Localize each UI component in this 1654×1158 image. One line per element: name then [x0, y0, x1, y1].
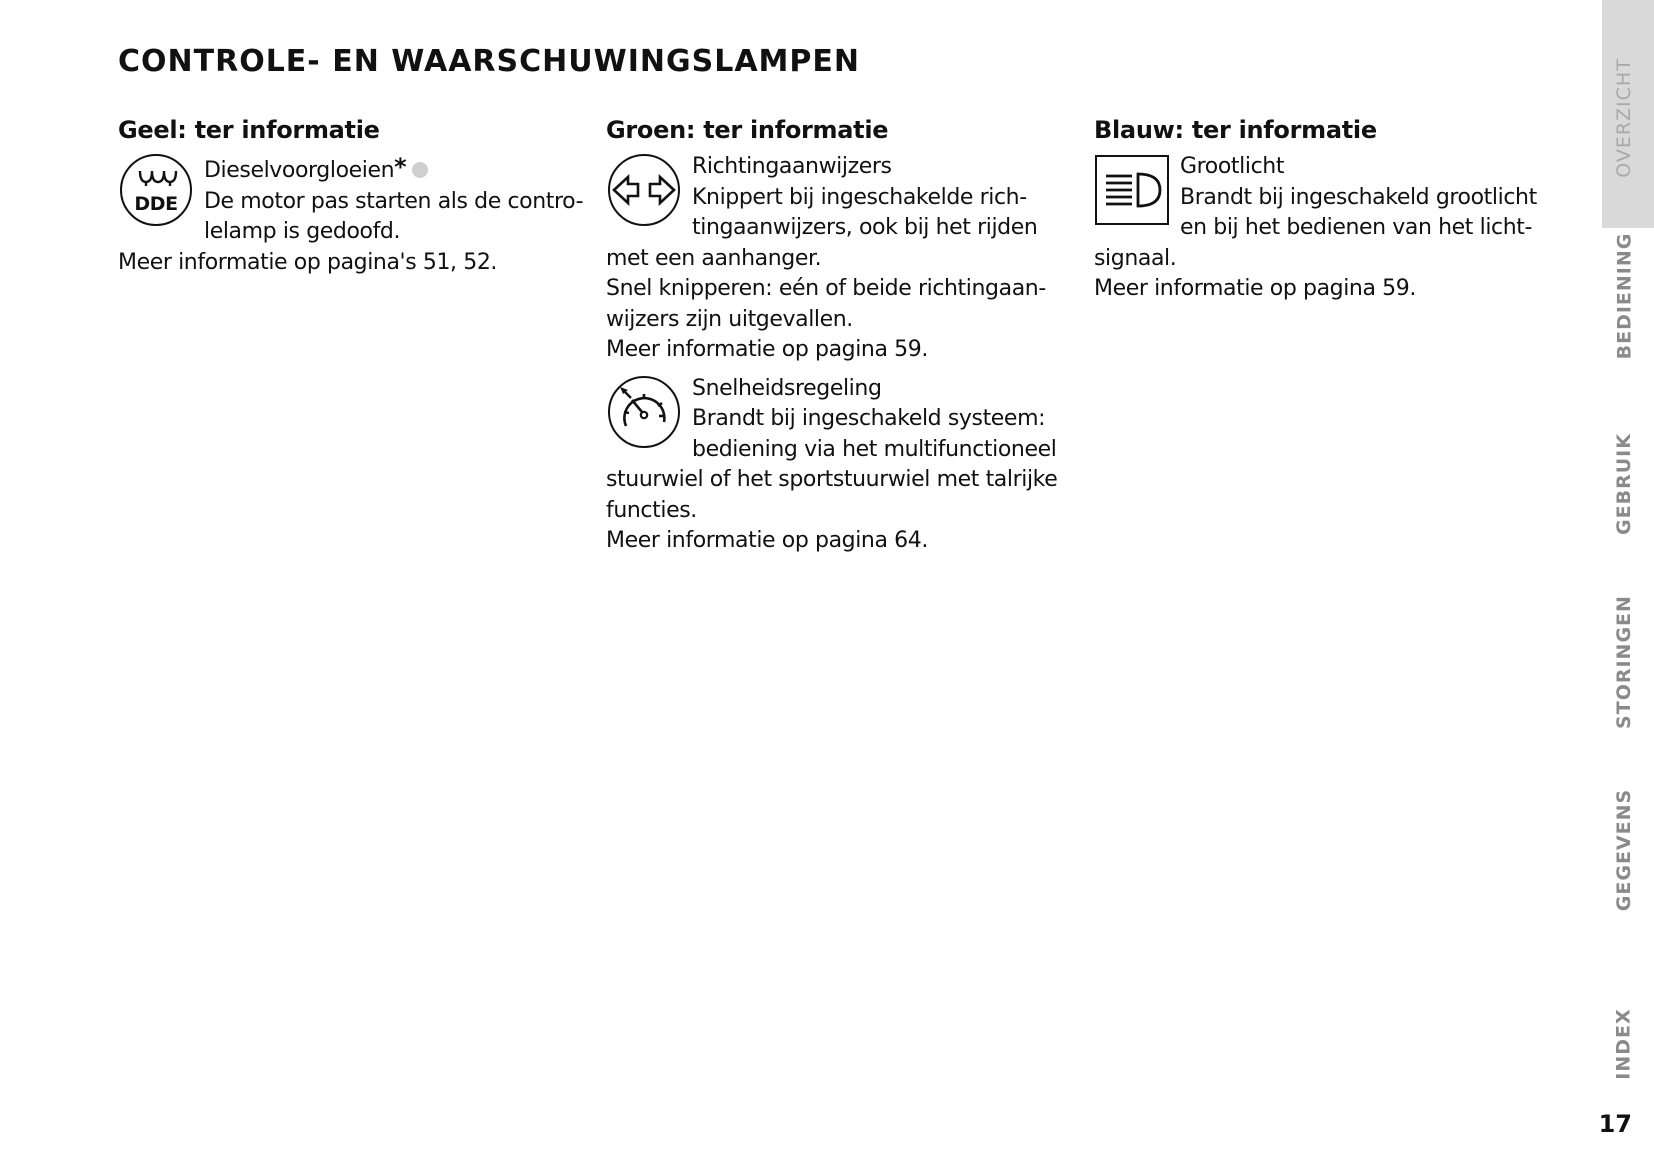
turn-signal-arrows-icon	[606, 152, 682, 228]
entry-diesel-preheat	[118, 152, 588, 278]
entry-text-line: lelamp is gedoofd.	[204, 219, 401, 244]
section-thumb-index	[1574, 0, 1654, 1158]
column-heading: Geel: ter informatie	[118, 116, 380, 144]
page-title: CONTROLE- EN WAARSCHUWINGSLAMPEN	[118, 44, 860, 79]
status-dot-icon	[412, 162, 428, 178]
high-beam-headlight-icon	[1094, 152, 1170, 228]
page-number: 17	[1598, 1110, 1632, 1138]
tab-gegevens[interactable]: GEGEVENS	[1613, 788, 1636, 912]
entry-text-line: wijzers zijn uitgevallen.	[606, 306, 853, 332]
column-blue	[1094, 116, 1564, 305]
entry-title: Richtingaanwijzers	[692, 154, 892, 179]
column-yellow	[118, 116, 588, 278]
entry-turn-signals	[606, 152, 1076, 366]
entry-text-line: signaal.	[1094, 245, 1177, 271]
entry-reference: Meer informatie op pagina 59.	[1094, 276, 1416, 301]
entry-reference: Meer informatie op pagina 59.	[606, 337, 928, 362]
entry-title: Snelheidsregeling	[692, 375, 882, 401]
entry-cruise-control	[606, 374, 1076, 557]
entry-text-line: bediening via het multifunctioneel	[692, 436, 1057, 462]
cruise-control-speedometer-icon	[606, 374, 682, 450]
column-heading: Blauw: ter informatie	[1094, 116, 1377, 144]
column-heading: Groen: ter informatie	[606, 116, 889, 144]
column-green	[606, 116, 1076, 557]
entry-title: Dieselvoorgloeien	[204, 158, 395, 183]
tab-overzicht[interactable]: OVERZICHT	[1613, 58, 1636, 178]
entry-title: Grootlicht	[1180, 154, 1285, 179]
tab-gebruik[interactable]: GEBRUIK	[1613, 433, 1636, 535]
entry-text-line: tingaanwijzers, ook bij het rijden	[692, 215, 1038, 240]
entry-reference: Meer informatie op pagina 64.	[606, 528, 928, 553]
entry-high-beam	[1094, 152, 1564, 305]
diesel-preheat-dde-icon	[118, 152, 194, 228]
entry-text-line: stuurwiel of het sportstuurwiel met talrijke	[606, 467, 1058, 492]
entry-text-line: met een aanhanger.	[606, 245, 822, 271]
tab-bediening[interactable]: BEDIENING	[1613, 232, 1635, 360]
tab-storingen[interactable]: STORINGEN	[1613, 595, 1635, 729]
entry-text-line: De motor pas starten als de contro-	[204, 188, 584, 214]
entry-text-line: Brandt bij ingeschakeld grootlicht	[1180, 184, 1537, 210]
entry-text-line: Brandt bij ingeschakeld systeem:	[692, 406, 1046, 431]
entry-text-line: Knippert bij ingeschakelde rich-	[692, 184, 1027, 210]
entry-text-line: functies.	[606, 497, 697, 523]
svg-text:DDE: DDE	[134, 193, 178, 215]
optional-equipment-star: *	[394, 153, 407, 181]
tab-index[interactable]: INDEX	[1613, 1008, 1635, 1080]
entry-text-line: en bij het bedienen van het licht-	[1180, 215, 1533, 240]
entry-reference: Meer informatie op pagina's 51, 52.	[118, 249, 498, 275]
entry-text-line: Snel knipperen: eén of beide richtingaan-	[606, 276, 1046, 301]
